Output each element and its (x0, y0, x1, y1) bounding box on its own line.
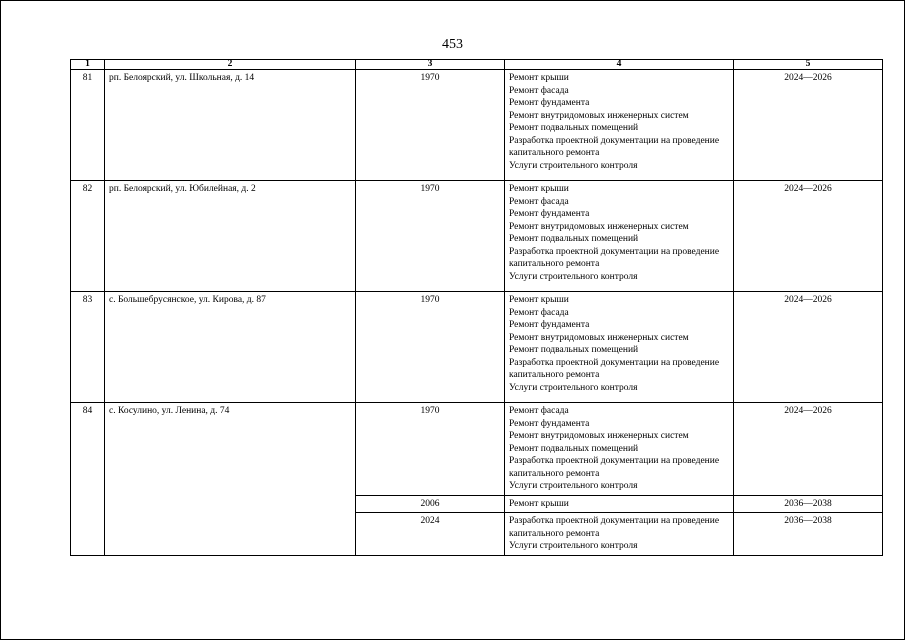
row-period: 2024—2026 (734, 70, 883, 181)
row-year: 2024 (356, 513, 505, 556)
row-period: 2036—2038 (734, 513, 883, 556)
header-cell-4: 4 (505, 60, 734, 70)
work-item: Ремонт фундамента (509, 98, 590, 108)
table-row (71, 70, 883, 181)
header-cell-1: 1 (71, 60, 105, 70)
work-item: Ремонт внутридомовых инженерных систем (509, 110, 689, 121)
work-item: Ремонт внутридомовых инженерных систем (509, 221, 689, 232)
table-row (71, 181, 883, 292)
row-number: 83 (71, 292, 105, 403)
work-item: Услуги строительного контроля (509, 382, 638, 393)
work-item: Ремонт фасада (509, 406, 569, 416)
row-works (505, 70, 734, 181)
header-cell-2: 2 (105, 60, 356, 70)
row-period: 2024—2026 (734, 403, 883, 496)
work-item: Ремонт фасада (509, 196, 569, 207)
work-item: Услуги строительного контроля (509, 481, 638, 491)
work-item: Разработка проектной документации на проведение капитального ремонта (509, 456, 720, 479)
row-works (505, 292, 734, 403)
work-item: Ремонт фасада (509, 307, 569, 318)
row-address: с. Косулино, ул. Ленина, д. 74 (105, 403, 356, 556)
header-cell-5: 5 (734, 60, 883, 70)
work-item: Ремонт подвальных помещений (509, 123, 639, 133)
work-item: Ремонт крыши (509, 73, 569, 83)
work-item: Ремонт внутридомовых инженерных систем (509, 431, 689, 441)
work-item: Ремонт подвальных помещений (509, 443, 639, 454)
work-item: Разработка проектной документации на проведение капитального ремонта (509, 135, 720, 158)
work-item: Ремонт подвальных помещений (509, 345, 639, 355)
work-item: Ремонт крыши (509, 498, 569, 509)
row-period: 2036—2038 (734, 495, 883, 513)
work-item: Ремонт крыши (509, 295, 569, 305)
capital-repair-table (70, 59, 883, 556)
row-works (505, 513, 734, 556)
row-year: 1970 (356, 70, 505, 181)
row-works (505, 181, 734, 292)
work-item: Разработка проектной документации на проведение капитального ремонта (509, 516, 720, 539)
row-period: 2024—2026 (734, 292, 883, 403)
row-address: рп. Белоярский, ул. Школьная, д. 14 (105, 70, 356, 181)
row-address: с. Большебрусянское, ул. Кирова, д. 87 (105, 292, 356, 403)
work-item: Разработка проектной документации на проведение капитального ремонта (509, 357, 720, 380)
row-address: рп. Белоярский, ул. Юбилейная, д. 2 (105, 181, 356, 292)
row-works (505, 403, 734, 496)
row-number: 82 (71, 181, 105, 292)
work-item: Ремонт фундамента (509, 320, 590, 330)
work-item: Услуги строительного контроля (509, 271, 638, 282)
page-number: 453 (442, 37, 463, 52)
row-year: 1970 (356, 403, 505, 496)
work-item: Ремонт крыши (509, 184, 569, 194)
work-item: Ремонт фундамента (509, 418, 590, 429)
work-item: Услуги строительного контроля (509, 160, 638, 171)
table-row (71, 292, 883, 403)
row-number: 81 (71, 70, 105, 181)
table-row (71, 403, 883, 496)
work-item: Ремонт фундамента (509, 209, 590, 219)
work-item: Услуги строительного контроля (509, 541, 638, 551)
header-cell-3: 3 (356, 60, 505, 70)
work-item: Ремонт подвальных помещений (509, 234, 639, 244)
row-works (505, 495, 734, 513)
row-period: 2024—2026 (734, 181, 883, 292)
row-number: 84 (71, 403, 105, 556)
header-row (71, 60, 883, 70)
work-item: Ремонт фасада (509, 85, 569, 96)
work-item: Ремонт внутридомовых инженерных систем (509, 332, 689, 343)
row-year: 1970 (356, 181, 505, 292)
row-year: 1970 (356, 292, 505, 403)
row-year: 2006 (356, 495, 505, 513)
work-item: Разработка проектной документации на проведение капитального ремонта (509, 246, 720, 269)
